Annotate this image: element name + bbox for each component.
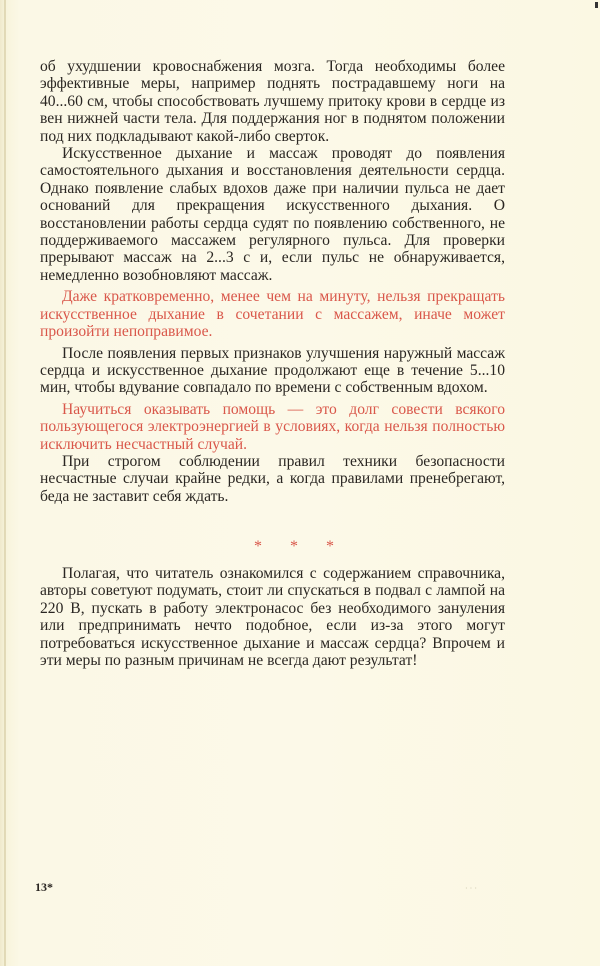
paragraph-blood-supply: об ухудшении кровоснабжения мозга. Тогда необходимы более эффективные меры, например поднять пострадавшему ноги на 40...60 см, чтобы способствовать лучшему притоку крови в сердце из вен нижней части тела. Для поддержания ног в поднятом положении под них подкладывают какой-либо сверток. — [40, 58, 505, 145]
section-separator: * * * — [254, 538, 346, 555]
paragraph-continue-massage: После появления первых признаков улучшения наружный массаж сердца и искусственное дыхание продолжают еще в течение 5...10 мин, чтобы вдувание совпадало по времени с собственным вдохом. — [40, 344, 505, 397]
faint-scan-mark: · · · — [465, 884, 477, 893]
paragraph-safety-rules: При строгом соблюдении правил техники безопасности несчастные случаи крайне редки, а когда правилами пренебрегают, беда не заставит себя ждать. — [40, 452, 505, 505]
page-binding-edge — [4, 0, 6, 966]
paragraph-warning-emphasis: Даже кратковременно, менее чем на минуту, нельзя прекращать искусственное дыхание в сочетании с массажем, иначе может произойти непоправимое. — [40, 288, 505, 341]
page-number: 13* — [35, 880, 53, 894]
closing-text — [40, 565, 505, 669]
paragraph-resuscitation: Искусственное дыхание и массаж проводят до появления самостоятельного дыхания и восстановления деятельности сердца. Однако появление слабых вдохов даже при наличии пульса не дает оснований для прекращения искусственного дыхания. О восстановлении работы сердца судят по появлению собственного, не поддерживаемого массажем регулярного пульса. Для проверки прерывают массаж на 2...3 с и, если пульс не обнаруживается, немедленно возобновляют массаж. — [40, 145, 505, 284]
paragraph-closing: Полагая, что читатель ознакомился с содержанием справочника, авторы советуют подумать, стоит ли спускаться в подвал с лампой на 220 В, пускать в работу электронасос без необходимого зануления или предпринимать нечто подобное, если из-за этого могут потребоваться искусственное дыхание и массаж сердца? Впрочем и эти меры по разным причинам не всегда дают результат! — [40, 565, 505, 670]
paragraph-duty-emphasis: Научиться оказывать помощь — это долг совести всякого пользующегося электроэнергией в условиях, когда нельзя полностью исключить несчастный случай. — [40, 400, 505, 453]
body-text — [40, 58, 505, 505]
scan-corner-mark — [595, 2, 598, 8]
